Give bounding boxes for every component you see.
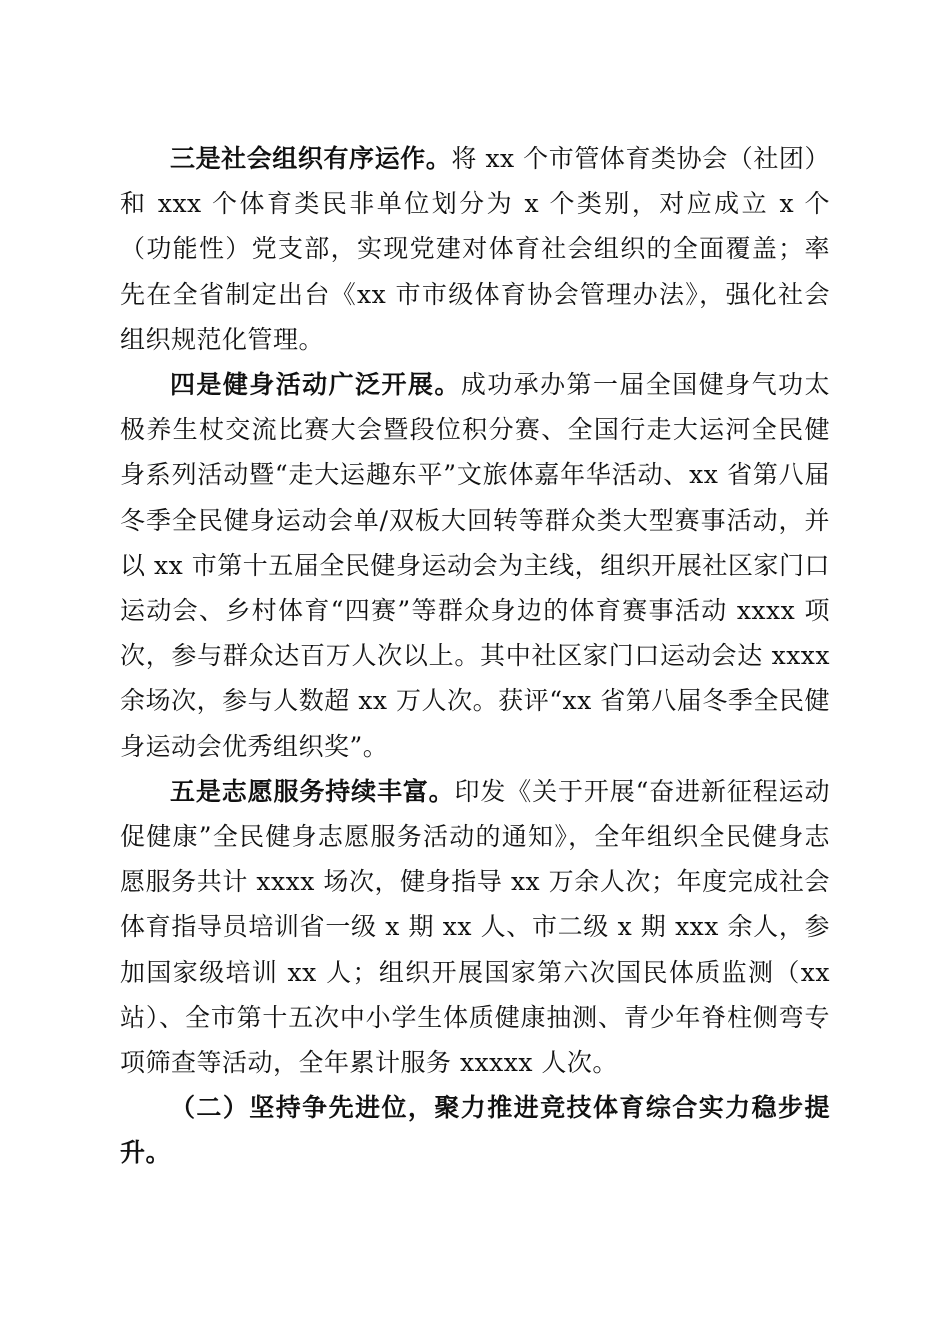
section-heading: （二）坚持争先进位，聚力推进竞技体育综合实力稳步提升。 <box>120 1093 830 1168</box>
document-body <box>120 136 830 1176</box>
paragraph-text: 成功承办第一届全国健身气功太极养生杖交流比赛大会暨段位积分赛、全国行走大运河全民健身系列活动暨“走大运趣东平”文旅体嘉年华活动、xx 省第八届冬季全民健身运动会单/双板大回转等群众类大型赛事活动，并以 xx 市第十五届全民健身运动会为主线，组织开展社区家门口运动会、乡村体育“四赛”等群众身边的体育赛事活动 xxxx 项次，参与群众达百万人次以上。其中社区家门口运动会达 xxxx 余场次，参与人数超 xx 万人次。获评“xx 省第八届冬季全民健身运动会优秀组织奖”。 <box>120 370 830 761</box>
paragraph-text: 将 xx 个市管体育类协会（社团）和 xxx 个体育类民非单位划分为 x 个类别，对应成立 x 个（功能性）党支部，实现党建对体育社会组织的全面覆盖；率先在全省制定出台《xx 市市级体育协会管理办法》，强化社会组织规范化管理。 <box>120 144 830 354</box>
paragraph-fitness-activities <box>120 362 830 769</box>
paragraph-social-organizations <box>120 136 830 362</box>
paragraph-lead: 五是志愿服务持续丰富。 <box>170 776 455 806</box>
paragraph-volunteer-services <box>120 769 830 1085</box>
paragraph-lead: 四是健身活动广泛开展。 <box>170 370 461 400</box>
paragraph-lead: 三是社会组织有序运作。 <box>170 144 452 173</box>
paragraph-text: 印发《关于开展“奋进新征程运动促健康”全民健身志愿服务活动的通知》，全年组织全民健身志愿服务共计 xxxx 场次，健身指导 xx 万余人次；年度完成社会体育指导员培训省一级 x 期 xx 人、市二级 x 期 xxx 余人，参加国家级培训 xx 人；组织开展国家第六次国民体质监测（xx 站）、全市第十五次中小学生体质健康抽测、青少年脊柱侧弯专项筛查等活动，全年累计服务 xxxxx 人次。 <box>120 776 830 1078</box>
